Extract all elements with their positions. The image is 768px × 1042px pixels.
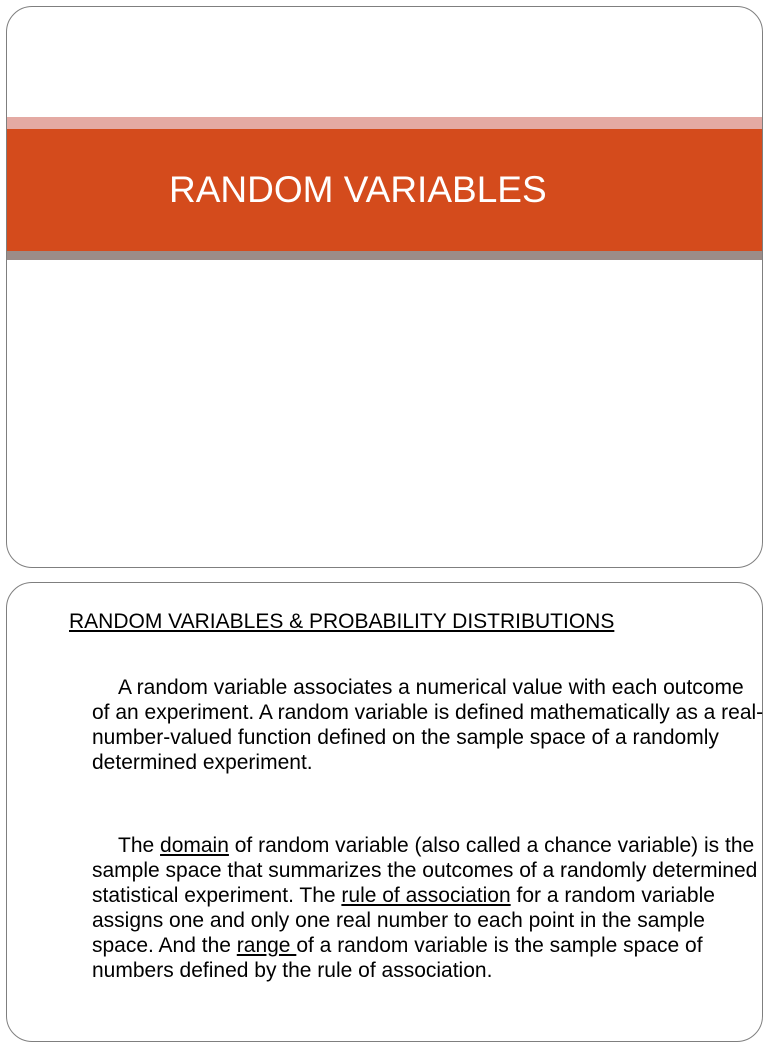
title-band-bottom-stripe: [7, 251, 762, 260]
title-slide: [6, 6, 763, 568]
term-domain: domain: [160, 834, 229, 857]
para2-text-3: for a random variable assigns one and only one real number to each point in the sample space. And the: [92, 884, 715, 957]
para2-text-4: of a random variable is the sample space of numbers defined by the rule of association.: [92, 934, 703, 982]
title-band-top-stripe: [7, 117, 762, 129]
para2-text-2: of random variable (also called a chance variable) is the sample space that summarizes the outcomes of a randomly determined statistical experiment. The: [92, 834, 758, 907]
paragraph-domain-range: [92, 833, 764, 983]
paragraph-definition-text: A random variable associates a numerical value with each outcome of an experiment. A random variable is defined mathematically as a real-number-valued function defined on the sample space of a randomly determined experiment.: [92, 676, 764, 774]
paragraph-definition: [92, 675, 764, 775]
term-rule-of-association: rule of association: [341, 884, 511, 907]
content-slide: [6, 582, 763, 1042]
slide-title: RANDOM VARIABLES: [169, 169, 547, 210]
term-range: range: [236, 934, 297, 957]
slide-heading: RANDOM VARIABLES & PROBABILITY DISTRIBUTIONS: [69, 610, 615, 633]
para2-text-1: The: [118, 834, 161, 857]
